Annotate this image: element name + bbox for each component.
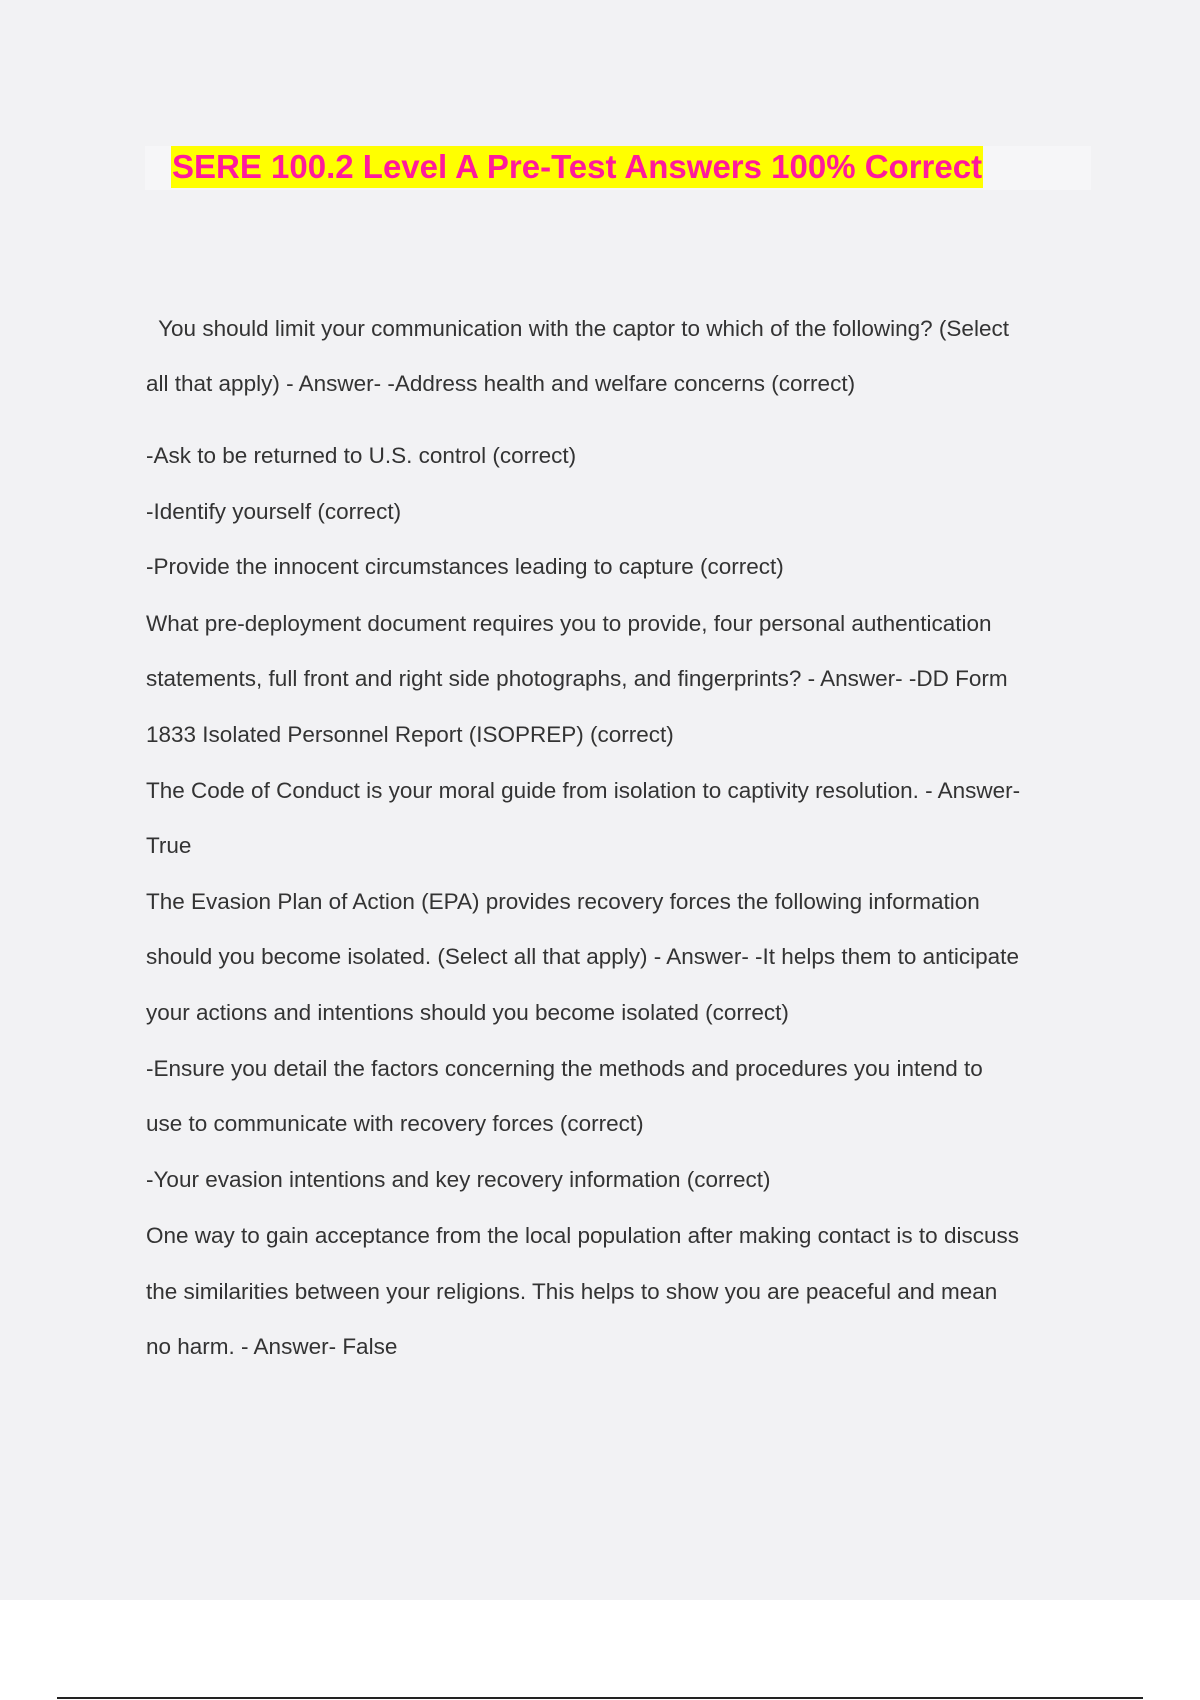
text-line: One way to gain acceptance from the local population after making contact is to discuss — [146, 1223, 1019, 1248]
text-line: your actions and intentions should you become isolated (correct) — [146, 1000, 789, 1025]
text-line: no harm. - Answer- False — [146, 1334, 398, 1359]
document-title: SERE 100.2 Level A Pre-Test Answers 100% Correct — [171, 146, 983, 188]
text-line: use to communicate with recovery forces (correct) — [146, 1111, 644, 1136]
text-line: -Your evasion intentions and key recovery information (correct) — [146, 1167, 771, 1192]
text-line: the similarities between your religions. This helps to show you are peaceful and mean — [146, 1279, 998, 1304]
text-line: -Identify yourself (correct) — [146, 499, 402, 524]
text-line: statements, full front and right side photographs, and fingerprints? - Answer- -DD Form — [146, 666, 1008, 691]
text-line: The Evasion Plan of Action (EPA) provides recovery forces the following information — [146, 889, 980, 914]
text-line: 1833 Isolated Personnel Report (ISOPREP) (correct) — [146, 722, 674, 747]
text-line: all that apply) - Answer- -Address health and welfare concerns (correct) — [146, 371, 856, 396]
text-line: -Provide the innocent circumstances leading to capture (correct) — [146, 554, 784, 579]
text-line: -Ask to be returned to U.S. control (correct) — [146, 443, 577, 468]
text-line: True — [146, 833, 192, 858]
text-line: should you become isolated. (Select all that apply) - Answer- -It helps them to anticipate — [146, 944, 1019, 969]
footer-divider — [57, 1697, 1143, 1699]
text-line: The Code of Conduct is your moral guide from isolation to captivity resolution. - Answer- — [146, 778, 1021, 803]
text-line: -Ensure you detail the factors concerning the methods and procedures you intend to — [146, 1056, 983, 1081]
text-line: You should limit your communication with the captor to which of the following? (Select — [146, 316, 1009, 341]
text-line: What pre-deployment document requires you to provide, four personal authentication — [146, 611, 992, 636]
